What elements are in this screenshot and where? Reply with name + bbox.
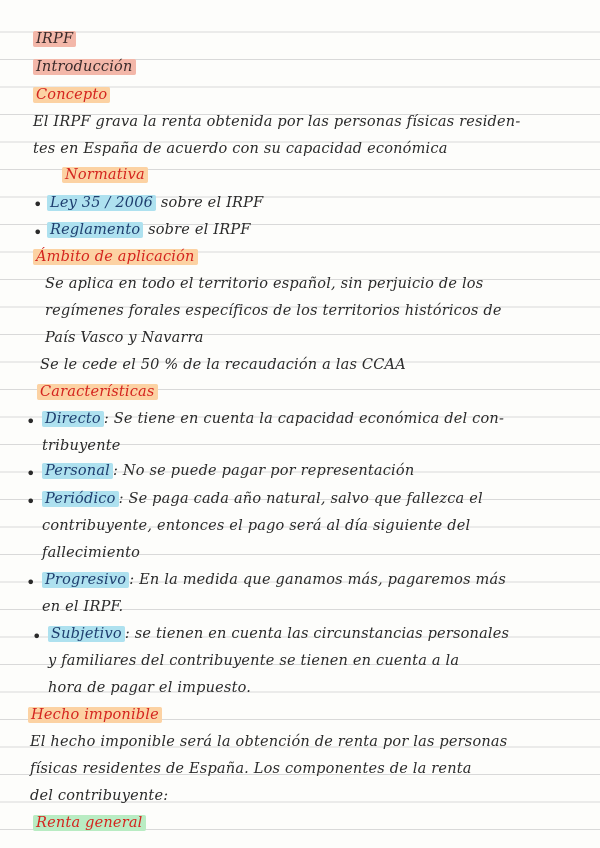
- bullet-icon: •: [26, 412, 36, 431]
- ambito-line: País Vasco y Navarra: [45, 330, 204, 346]
- ambito-line: Se aplica en todo el territorio español, sin perjuicio de los: [45, 276, 484, 292]
- bullet-icon: •: [26, 573, 36, 592]
- caracteristica-item: Personal : No se puede pagar por representación: [42, 462, 414, 480]
- concepto-line: El IRPF grava la renta obtenida por las personas físicas residen-: [33, 114, 521, 130]
- ambito-line: Se le cede el 50 % de la recaudación a las CCAA: [40, 357, 406, 373]
- caracteristica-line: contribuyente, entonces el pago será al día siguiente del: [42, 518, 471, 534]
- caracteristica-item: Periódico : Se paga cada año natural, salvo que fallezca el: [42, 490, 483, 508]
- bullet-icon: •: [32, 627, 42, 646]
- caracteristica-item: Directo : Se tiene en cuenta la capacidad económica del con-: [42, 410, 504, 428]
- hecho-line: del contribuyente:: [30, 788, 169, 804]
- hecho-line: físicas residentes de España. Los componentes de la renta: [30, 761, 472, 777]
- ambito-line: regímenes forales específicos de los territorios históricos de: [45, 303, 502, 319]
- concepto-heading: Concepto: [33, 86, 110, 104]
- normativa-item: Ley 35 / 2006 sobre el IRPF: [47, 194, 263, 212]
- normativa-heading: Normativa: [62, 166, 148, 184]
- bullet-icon: •: [33, 195, 43, 214]
- hecho-line: El hecho imponible será la obtención de renta por las personas: [30, 734, 508, 750]
- caracteristica-line: fallecimiento: [42, 545, 141, 561]
- caracteristica-item: Subjetivo : se tienen en cuenta las circunstancias personales: [48, 625, 509, 643]
- caracteristica-line: en el IRPF.: [42, 599, 124, 615]
- caracteristica-item: Progresivo : En la medida que ganamos más, pagaremos más: [42, 571, 506, 589]
- normativa-item: Reglamento sobre el IRPF: [47, 221, 251, 239]
- title: IRPF: [33, 30, 76, 48]
- caracteristica-line: hora de pagar el impuesto.: [48, 680, 252, 696]
- ambito-heading: Ámbito de aplicación: [33, 248, 198, 266]
- concepto-line: tes en España de acuerdo con su capacidad económica: [33, 141, 448, 157]
- bullet-icon: •: [26, 464, 36, 483]
- bullet-icon: •: [33, 223, 43, 242]
- bullet-icon: •: [26, 492, 36, 511]
- caracteristica-line: tribuyente: [42, 438, 121, 454]
- hecho-heading: Hecho imponible: [28, 706, 162, 724]
- renta-general-heading: Renta general: [33, 814, 146, 832]
- caracteristica-line: y familiares del contribuyente se tienen en cuenta a la: [48, 653, 460, 669]
- caracteristicas-heading: Características: [37, 383, 158, 401]
- section-heading: Introducción: [33, 58, 136, 76]
